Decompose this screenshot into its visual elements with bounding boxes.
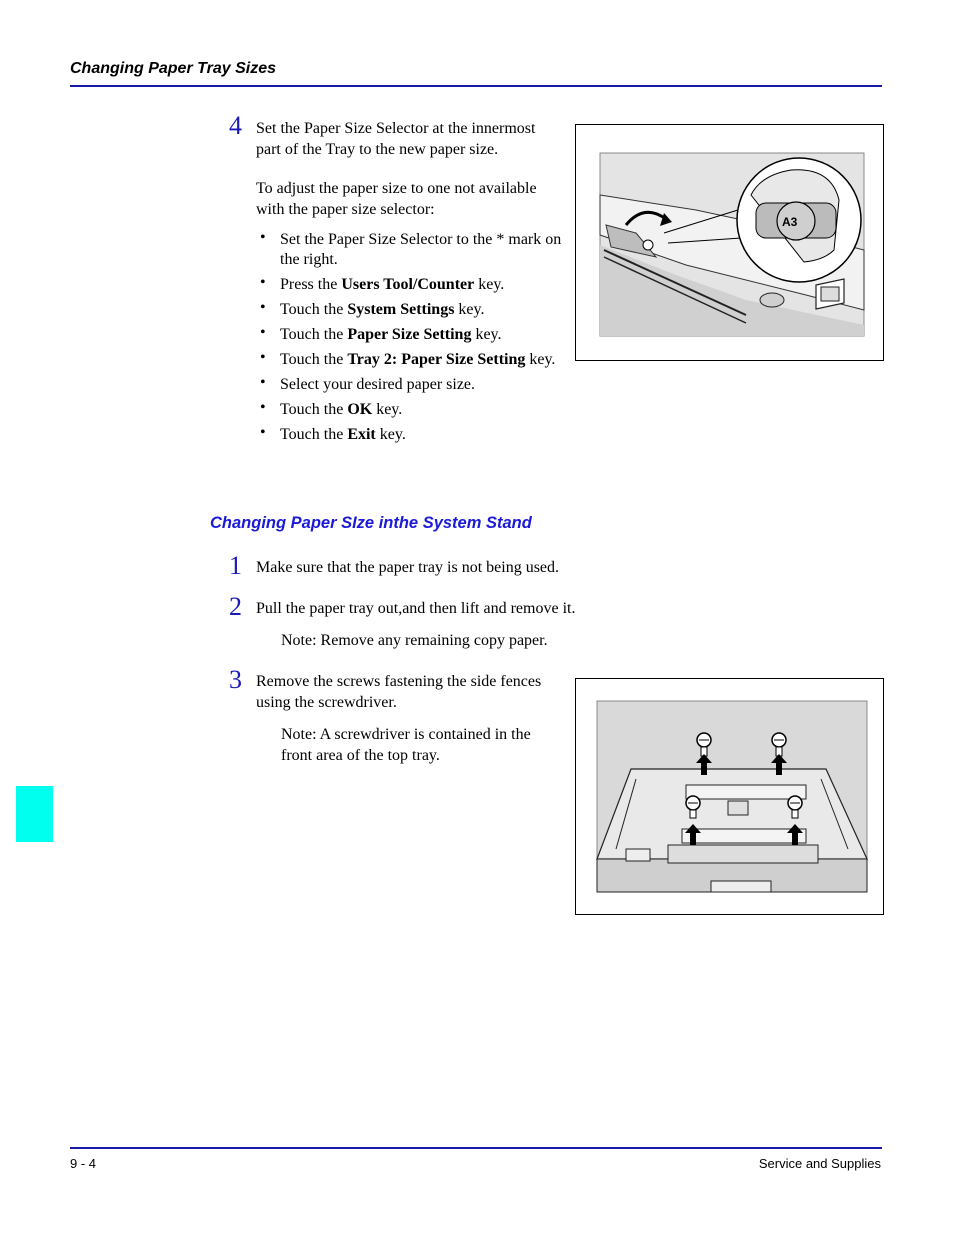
step-4-text: Set the Paper Size Selector at the innermost part of the Tray to the new paper size.: [256, 120, 536, 158]
bullet-item: • Select your desired paper size.: [260, 374, 476, 393]
bullet-icon: •: [260, 424, 266, 441]
page-header-title: Changing Paper Tray Sizes: [70, 60, 276, 77]
bullet-icon: •: [260, 229, 266, 246]
step-1-text: Make sure that the paper tray is not being used.: [256, 559, 560, 576]
step-4-number: 4: [229, 111, 242, 140]
section-title: Changing Paper SIze inthe System Stand: [210, 514, 532, 532]
side-fence-screws-illustration: [576, 679, 883, 914]
paper-size-selector-figure: [575, 124, 884, 361]
bullet-icon: •: [260, 399, 266, 416]
header-rule: [70, 85, 882, 87]
side-fence-screws-figure: [575, 678, 884, 915]
bullet-icon: •: [260, 324, 266, 341]
bullet-item: • Touch the System Settings key.: [260, 299, 485, 318]
page-number: 9 - 4: [70, 1156, 97, 1171]
bullet-item: • Touch the Tray 2: Paper Size Setting key.: [260, 349, 556, 368]
bullet-item: • Touch the Exit key.: [260, 424, 406, 443]
footer-section-name: Service and Supplies: [758, 1156, 881, 1171]
instruction-bullet-list: [258, 230, 568, 450]
chapter-side-tab: [16, 786, 53, 842]
step-3-text: Remove the screws fastening the side fences using the screwdriver.: [256, 673, 542, 711]
bullet-icon: •: [260, 299, 266, 316]
step-1-number: 1: [229, 551, 242, 580]
step-2-number: 2: [229, 592, 242, 621]
selector-dial-label: A3: [782, 215, 798, 229]
bullet-icon: •: [260, 349, 266, 366]
bullet-item: • Touch the OK key.: [260, 399, 403, 418]
paper-size-selector-illustration: [576, 125, 883, 360]
footer-rule: [70, 1147, 882, 1149]
step-3-note: Note: A screwdriver is contained in the front area of the top tray.: [281, 726, 531, 764]
adjust-intro: To adjust the paper size to one not available with the paper size selector:: [256, 180, 537, 218]
bullet-icon: •: [260, 274, 266, 291]
bullet-item: • Set the Paper Size Selector to the * mark on the right.: [260, 229, 562, 268]
bullet-item: • Press the Users Tool/Counter key.: [260, 274, 505, 293]
bullet-icon: •: [260, 374, 266, 391]
step-2-text: Pull the paper tray out,and then lift and remove it.: [256, 600, 576, 617]
step-3-number: 3: [229, 665, 242, 694]
step-2-note: Note: Remove any remaining copy paper.: [281, 632, 548, 649]
bullet-item: • Touch the Paper Size Setting key.: [260, 324, 502, 343]
